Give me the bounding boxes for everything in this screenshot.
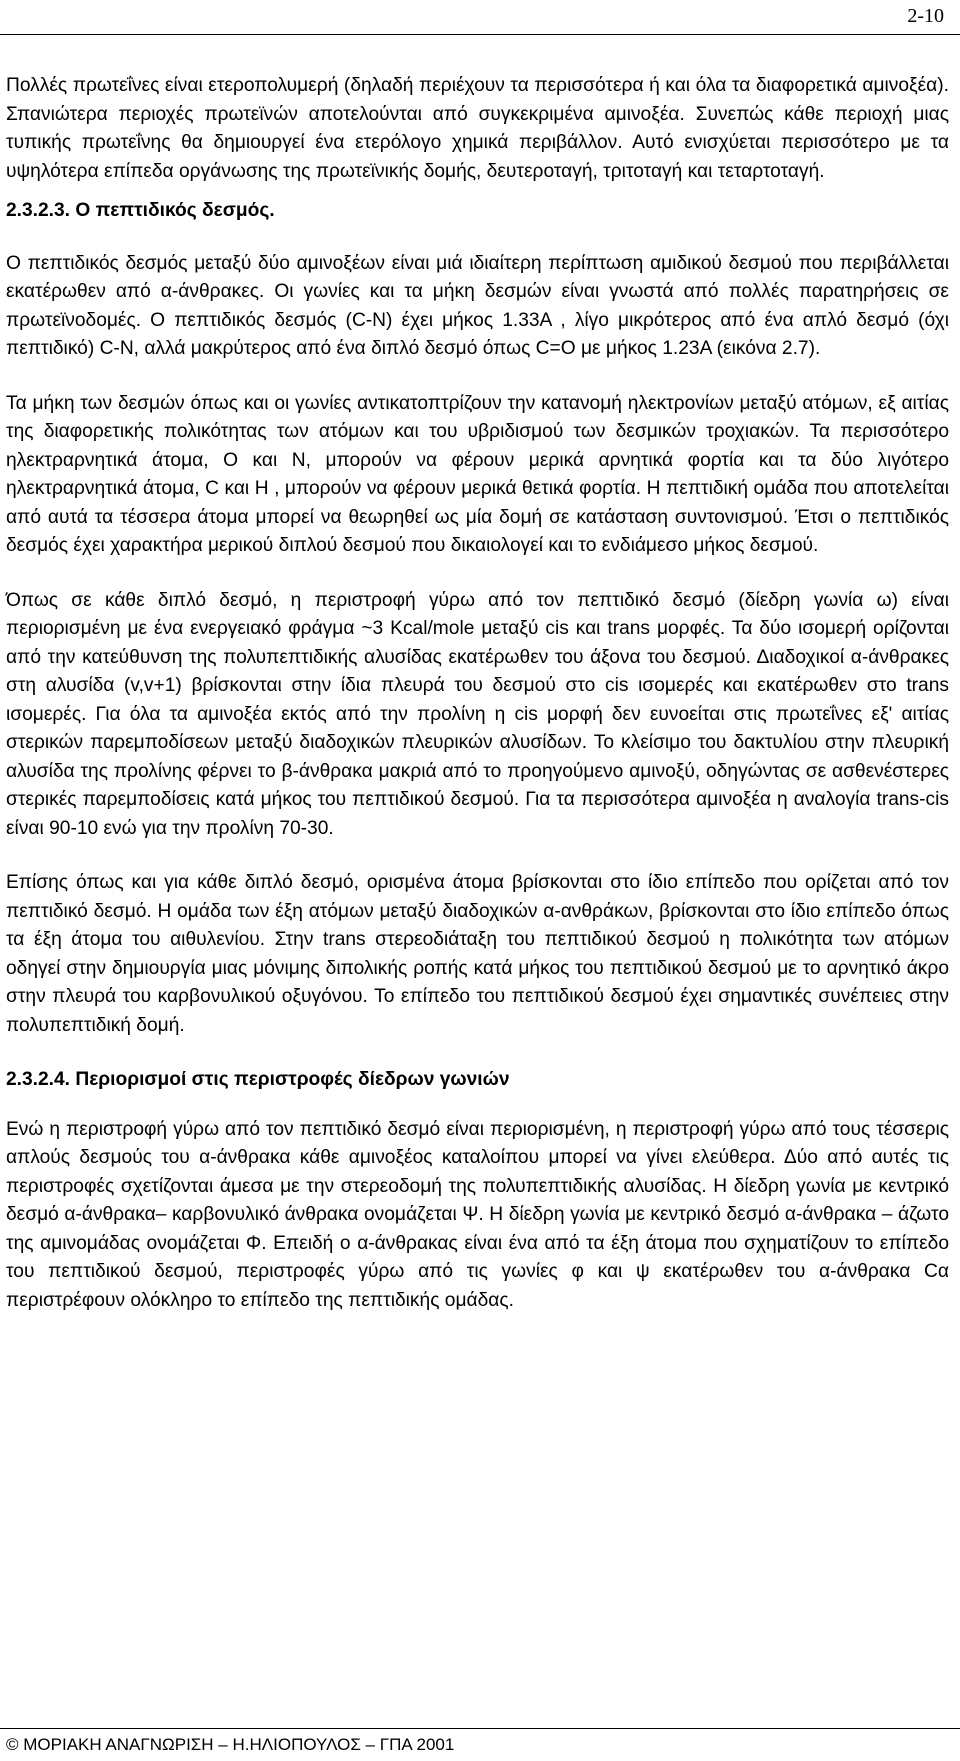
- document-body: [6, 72, 949, 1315]
- intro-paragraph: Πολλές πρωτεΐνες είναι ετεροπολυμερή (δηλαδή περιέχουν τα περισσότερα ή και όλα τα διαφορετικά αμινοξέα). Σπανιώτερα περιοχές πρωτεϊνών αποτελούνται από συγκεκριμένα αμινοξέα. Συνεπώς κάθε περιοχή μιας τυπικής πρωτεΐνης θα δημιουργεί ένα ετερόλογο χημικά περιβάλλον. Αυτό ενισχύεται περισσότερο με τα υψηλότερα επίπεδα οργάνωσης της πρωτεϊνικής δομής, δευτεροταγή, τριτοταγή και τεταρτοταγή.: [6, 75, 949, 182]
- page-number: 2-10: [907, 5, 944, 27]
- section-heading-2-3-2-4: 2.3.2.4. Περιορισμοί στις περιστροφές δίεδρων γωνιών: [6, 1069, 510, 1090]
- footer-rule: [0, 1728, 960, 1729]
- header-rule: [0, 34, 960, 35]
- rotation-paragraph: Όπως σε κάθε διπλό δεσμό, η περιστροφή γύρω από τον πεπτιδικό δεσμό (δίεδρη γωνία ω) είναι περιορισμένη με ένα ενεργειακό φράγμα ~3 Kcal/mole μεταξύ cis και trans μορφές. Τα δύο ισομερή ορίζονται από την κατεύθυνση της πολυπεπτιδικής αλυσίδας εκατέρωθεν του άξονα του δεσμού. Διαδοχικοί α-άνθρακες στη αλυσίδα (v,v+1) βρίσκονται στην ίδια πλευρά του δεσμού στο cis ισομερές και εκατέρωθεν στο trans ισομερές. Για όλα τα αμινοξέα εκτός από την προλίνη η cis μορφή δεν ευνοείται στις πρωτεΐνες εξ' αιτίας στερικών παρεμποδίσεων μεταξύ διαδοχικών πλευρικών αλυσίδων. Το κλείσιμο του δακτυλίου στην πλευρική αλυσίδα της προλίνης φέρνει το β-άνθρακα μακριά από το προηγούμενο αμινοξύ, οδηγώντας σε ασθενέστερες στερικές παρεμποδίσεις κατά μήκος του πεπτιδικού δεσμού. Για τα περισσότερα αμινοξέα η αναλογία trans-cis είναι 90-10 ενώ για την προλίνη 70-30.: [6, 589, 949, 839]
- section-heading-2-3-2-3: 2.3.2.3. Ο πεπτιδικός δεσμός.: [6, 200, 275, 221]
- peptide-bond-paragraph-1: Ο πεπτιδικός δεσμός μεταξύ δύο αμινοξέων είναι μιά ιδιαίτερη περίπτωση αμιδικού δεσμού που περιβάλλεται εκατέρωθεν από α-άνθρακες. Οι γωνίες και τα μήκη δεσμών είναι γνωστά από πολλές παρατηρήσεις σε πρωτεϊνοδομές. Ο πεπτιδικός δεσμός (C-N) έχει μήκος 1.33Α , λίγο μικρότερος από ένα απλό δεσμό (όχι πεπτιδικό) C-N, αλλά μακρύτερος από ένα διπλό δεσμό όπως C=O με μήκος 1.23Α (εικόνα 2.7).: [6, 252, 949, 359]
- planarity-paragraph: Επίσης όπως και για κάθε διπλό δεσμό, ορισμένα άτομα βρίσκονται στο ίδιο επίπεδο που ορίζεται από τον πεπτιδικό δεσμό. Η ομάδα των έξη ατόμων μεταξύ διαδοχικών α-ανθράκων, βρίσκονται στο ίδιο επίπεδο όπως τα έξη άτομα του αιθυλενίου. Στην trans στερεοδιάταξη του πεπτιδικού δεσμού η πολικότητα των ατόμων οδηγεί στην δημιουργία μιας μόνιμης διπολικής ροπής κατά μήκος του πεπτιδικού δεσμού με το αρνητικό άκρο στην πλευρά του καρβονυλικού οξυγόνου. Το επίπεδο του πεπτιδικού δεσμού έχει σημαντικές συνέπειες στην πολυπεπτιδική δομή.: [6, 872, 949, 1036]
- dihedral-paragraph: Ενώ η περιστροφή γύρω από τον πεπτιδικό δεσμό είναι περιορισμένη, η περιστροφή γύρω από τους τέσσερις απλούς δεσμούς του α-άνθρακα κάθε αμινοξέος καταλοίπου μπορεί να γίνει ελεύθερα. Δύο από αυτές τις περιστροφές σχετίζονται άμεσα με την στερεοδομή της πολυπεπτιδικής αλυσίδας. Η δίεδρη γωνία με κεντρικό δεσμό α-άνθρακα– καρβονυλικό άνθρακα ονομάζεται Ψ. Η δίεδρη γωνία με κεντρικό δεσμό α-άνθρακα – άζωτο της αμινομάδας ονομάζεται Φ. Επειδή ο α-άνθρακας είναι ένα από τα έξη άτομα που σχηματίζουν το επίπεδο του πεπτιδικού δεσμού, περιστροφές γύρω από τις γωνίες φ και ψ εκατέρωθεν του α-άνθρακα Cα περιστρέφουν ολόκληρο το επίπεδο της πεπτιδικής ομάδας.: [6, 1118, 949, 1311]
- footer-copyright: © ΜΟΡΙΑΚΗ ΑΝΑΓΝΩΡΙΣΗ – Η.ΗΛΙΟΠΟΥΛΟΣ – ΓΠΑ 2001: [6, 1735, 455, 1754]
- peptide-bond-paragraph-2: Τα μήκη των δεσμών όπως και οι γωνίες αντικατοπτρίζουν την κατανομή ηλεκτρονίων μεταξύ ατόμων, εξ αιτίας της διαφορετικής πολικότητας των ατόμων και του υβριδισμού των δεσμικών τροχιακών. Τα περισσότερο ηλεκτραρνητικά άτομα, O και N, μπορούν να φέρουν μερικά αρνητικά φορτία και τα δύο λιγότερο ηλεκτραρνητικά άτομα, C και H , μπορούν να φέρουν μερικά θετικά φορτία. Η πεπτιδική ομάδα που αποτελείται από αυτά τα τέσσερα άτομα μπορεί να θεωρηθεί ως μία δομή σε κατάσταση συντονισμού. Έτσι ο πεπτιδικός δεσμός έχει χαρακτήρα μερικού διπλού δεσμού που δικαιολογεί και το ενδιάμεσο μήκος δεσμού.: [6, 392, 949, 556]
